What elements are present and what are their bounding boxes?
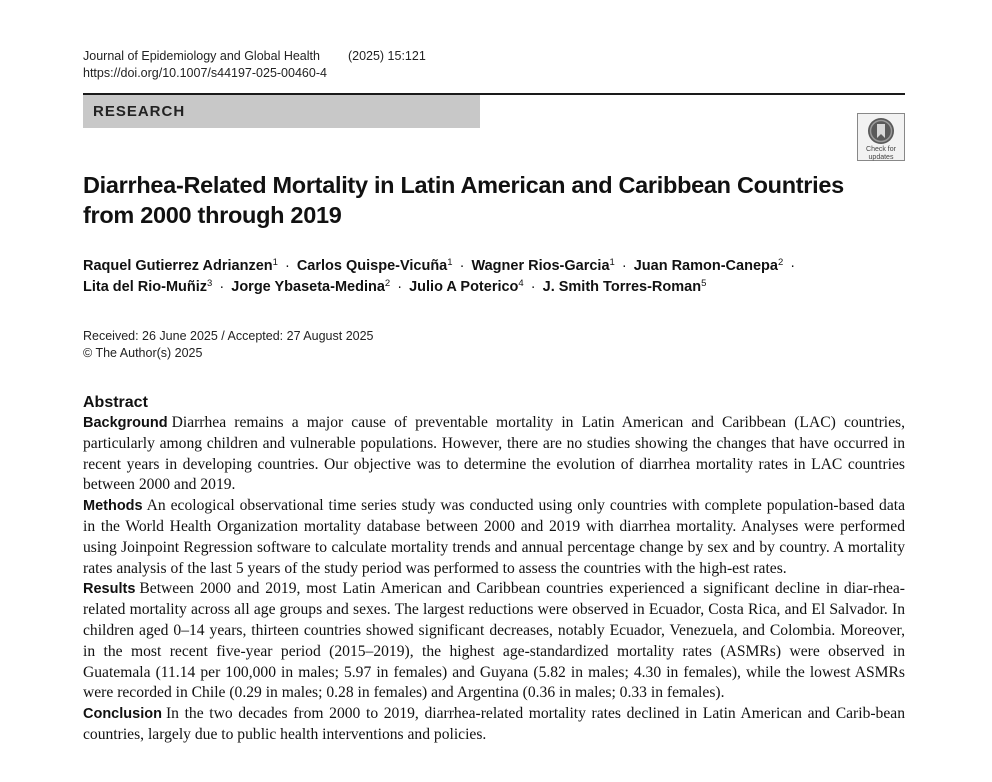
affiliation-marker: 5 [701,278,707,289]
author[interactable] [543,279,707,295]
author-separator: · [459,258,465,274]
author-separator: · [530,279,536,295]
author-separator: · [219,279,225,295]
author-separator: · [397,279,403,295]
abstract-heading: Abstract [83,394,148,411]
author-name: Julio A Poterico [409,279,519,295]
abstract-conclusion [83,704,905,746]
author-name: Raquel Gutierrez Adrianzen [83,258,273,274]
author[interactable] [634,258,784,274]
article-dates [83,328,374,362]
journal-info [83,48,426,82]
author-separator: · [790,258,796,274]
abstract-section-head: Conclusion [83,706,162,723]
author[interactable] [471,258,614,274]
affiliation-marker: 2 [384,278,391,289]
section-label: RESEARCH [83,95,480,128]
author-name: Lita del Rio-Muñiz [83,279,208,295]
affiliation-marker: 1 [609,257,615,268]
affiliation-marker: 3 [207,278,213,289]
journal-volume: (2025) 15:121 [347,49,426,63]
affiliation-marker: 4 [518,278,524,289]
abstract-methods [83,496,905,579]
journal-citation-row [83,48,426,65]
abstract-section-text: In the two decades from 2000 to 2019, diarrhea-related mortality rates declined in Latin American and Carib-bean countries, largely due to public health interventions and policies. [83,705,905,743]
copyright-notice: © The Author(s) 2025 [83,346,203,360]
check-for-updates-label: Check for updates [866,146,896,161]
author[interactable] [231,279,390,295]
journal-name: Journal of Epidemiology and Global Health [83,49,320,63]
abstract-section-head: Results [83,581,136,598]
abstract-section-head: Methods [83,498,143,515]
abstract-section-text: Diarrhea remains a major cause of preventable mortality in Latin American and Caribbean (LAC) countries, particularly among children and vulnerable populations. However, there are no studies showing the changes that have occurred in recent years in developing countries. Our objective was to determine the evolution of diarrhea mortality rates in LAC countries between 2000 and 2019. [83,414,905,494]
check-for-updates-button[interactable] [857,113,905,161]
author[interactable] [83,258,278,274]
affiliation-marker: 1 [272,257,278,268]
author[interactable] [409,279,524,295]
abstract-background [83,413,905,496]
author-name: Juan Ramon-Canepa [633,258,778,274]
author-name: Carlos Quispe-Vicuña [296,258,448,274]
affiliation-marker: 2 [777,257,784,268]
author-name: Wagner Rios-Garcia [471,258,610,274]
abstract [83,393,905,746]
abstract-section-text: Between 2000 and 2019, most Latin American and Caribbean countries experienced a significant decline in diar-rhea-related mortality across all age groups and sexes. The largest reductions were observed in Ecuador, Costa Rica, and El Salvador. In children aged 0–14 years, thirteen countries showed significant decreases, notably Ecuador, Venezuela, and Colombia. Moreover, in the most recent five-year period (2015–2019), the highest age-standardized mortality rates (ASMRs) were observed in Guatemala (11.14 per 100,000 in males; 5.97 in females) and Guyana (5.82 in males; 4.30 in females), while the lowest ASMRs were recorded in Chile (0.29 in males; 0.28 in females) and Argentina (0.36 in males; 0.33 in females). [83,580,905,702]
author[interactable] [83,279,212,295]
bookmark-badge-icon [867,117,895,145]
affiliation-marker: 1 [447,257,453,268]
author-list [83,256,905,298]
abstract-section-text: An ecological observational time series study was conducted using only countries with complete population-based data in the World Health Organization mortality database between 2000 and 2019 with diarrhea mortality. Analyses were performed using Joinpoint Regression software to calculate mortality trends and annual percentage change by sex and by country. A mortality rates analysis of the last 5 years of the study period was performed to assess the countries with the high-est rates. [83,497,905,577]
author[interactable] [297,258,453,274]
author-name: Jorge Ybaseta-Medina [231,279,385,295]
author-name: J. Smith Torres-Roman [542,279,702,295]
author-separator: · [284,258,290,274]
received-accepted-dates: Received: 26 June 2025 / Accepted: 27 August 2025 [83,329,374,343]
author-separator: · [621,258,627,274]
doi-link[interactable]: https://doi.org/10.1007/s44197-025-00460-4 [83,66,327,80]
article-title: Diarrhea-Related Mortality in Latin American and Caribbean Countries from 2000 through 2019 [83,172,844,228]
abstract-section-head: Background [83,415,168,431]
abstract-results [83,579,905,704]
